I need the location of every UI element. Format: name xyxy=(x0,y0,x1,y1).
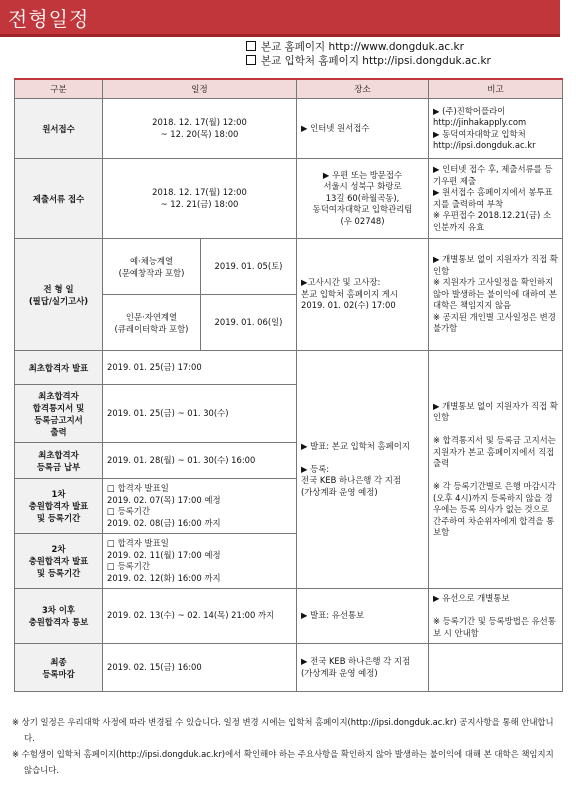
row-place: ▶ 발표: 본교 입학처 홈페이지 ▶ 등록: 전국 KEB 하나은행 각 지점 (가상계좌 운영 예정) xyxy=(297,351,429,589)
row-label: 최초합격자 발표 xyxy=(15,351,103,385)
row-note: ▶ 유선으로 개별통보 ※ 등록기간 및 등록방법은 유선통보 시 안내함 xyxy=(429,589,563,644)
row-note: ▶ 개별통보 없이 지원자가 직접 확인함 ※ 합격통지서 및 등록금 고지서는 지원자가 본교 홈페이지에서 직접 출력 ※ 각 등록기간별로 은행 마감시각(오후 4시)까지 등록하지 않을 경우에는 등록 의사가 없는 것으로 간주하여 차순위자에게 합격을 통보함 xyxy=(429,351,563,589)
header-note: 비고 xyxy=(429,79,563,99)
footnote: ※ 수험생이 입학처 홈페이지(http://ipsi.dongduk.ac.kr)에서 확인해야 하는 주요사항을 확인하지 않아 발생하는 불이익에 대해 본 대학은 책임지지 않습니다. xyxy=(12,749,554,775)
footnote: ※ 상기 일정은 우리대학 사정에 따라 변경될 수 있습니다. 일정 변경 시에는 입학처 홈페이지(http://ipsi.dongduk.ac.kr) 공지사항을 통해 안내합니다. xyxy=(12,717,554,743)
row-label: 2차 충원합격자 발표 및 등록기간 xyxy=(15,534,103,589)
row-date: 2019. 01. 28(월) ~ 01. 30(수) 16:00 xyxy=(103,443,297,479)
footnotes xyxy=(12,714,564,778)
row-date: 2018. 12. 17(월) 12:00 ~ 12. 21(금) 18:00 xyxy=(103,159,297,239)
table-header-row xyxy=(15,79,563,99)
row-place: ▶고사시간 및 고사장: 본교 입학처 홈페이지 게시 2019. 01. 02(수) 17:00 xyxy=(297,239,429,351)
table-row xyxy=(15,99,563,159)
header-schedule: 일정 xyxy=(103,79,297,99)
row-place: ▶ 우편 또는 방문접수 서울시 성북구 화랑로 13길 60(하월곡동), 동덕여자대학교 입학관리팀 (우 02748) xyxy=(297,159,429,239)
row-date: □ 합격자 발표일 2019. 02. 11(월) 17:00 예정 □ 등록기간 2019. 02. 12(화) 16:00 까지 xyxy=(103,534,297,589)
table-row xyxy=(15,159,563,239)
row-place: ▶ 발표: 유선통보 xyxy=(297,589,429,644)
row-note: ▶ 인터넷 접수 후, 제출서류를 등기우편 제출 ▶ 원서접수 홈페이지에서 봉투표지를 출력하여 부착 ※ 우편접수 2018.12.21(금) 소인분까지 유효 xyxy=(429,159,563,239)
table-row xyxy=(15,644,563,692)
row-date: 2019. 02. 15(금) 16:00 xyxy=(103,644,297,692)
table-row xyxy=(15,351,563,385)
row-date: 2019. 02. 13(수) ~ 02. 14(목) 21:00 까지 xyxy=(103,589,297,644)
row-place: ▶ 인터넷 원서접수 xyxy=(297,99,429,159)
sub-category: 예·체능계열 (문예창작과 포함) xyxy=(103,239,201,295)
sub-category: 인문·자연계열 (큐레이터학과 포함) xyxy=(103,295,201,351)
row-note: ▶ (주)진학어플라이 http://jinhakapply.com ▶ 동덕여자대학교 입학처 http://ipsi.dongduk.ac.kr xyxy=(429,99,563,159)
table-row xyxy=(15,589,563,644)
title-bar xyxy=(0,0,560,37)
row-label: 제출서류 접수 xyxy=(15,159,103,239)
admission-homepage-link[interactable]: 본교 입학처 홈페이지 http://ipsi.dongduk.ac.kr xyxy=(246,54,491,68)
homepage-link[interactable]: 본교 홈페이지 http://www.dongduk.ac.kr xyxy=(246,40,491,54)
page-title: 전형일정 xyxy=(8,7,90,31)
row-date: 2019. 01. 25(금) ~ 01. 30(수) xyxy=(103,385,297,443)
checkbox-icon xyxy=(246,41,256,51)
row-date: 2019. 01. 05(토) xyxy=(201,239,297,295)
row-place: ▶ 전국 KEB 하나은행 각 지점 (가상계좌 운영 예정) xyxy=(297,644,429,692)
row-label: 최초합격자 합격통지서 및 등록금고지서 출력 xyxy=(15,385,103,443)
checkbox-icon xyxy=(246,55,256,65)
header-place: 장소 xyxy=(297,79,429,99)
row-note xyxy=(429,644,563,692)
row-label: 최종 등록마감 xyxy=(15,644,103,692)
row-date: 2018. 12. 17(월) 12:00 ~ 12. 20(목) 18:00 xyxy=(103,99,297,159)
row-label: 원서접수 xyxy=(15,99,103,159)
row-label: 1차 충원합격자 발표 및 등록기간 xyxy=(15,479,103,534)
row-label: 전 형 일 (필답/실기고사) xyxy=(15,239,103,351)
schedule-table xyxy=(14,78,563,692)
row-date: □ 합격자 발표일 2019. 02. 07(목) 17:00 예정 □ 등록기간 2019. 02. 08(금) 16:00 까지 xyxy=(103,479,297,534)
row-date: 2019. 01. 06(일) xyxy=(201,295,297,351)
row-label: 3차 이후 충원합격자 통보 xyxy=(15,589,103,644)
row-note: ▶ 개별통보 없이 지원자가 직접 확인함 ※ 지원자가 고사일정을 확인하지 않아 발생하는 불이익에 대하여 본 대학은 책임지지 않음 ※ 공지된 개인별 고사일정은 변경 불가함 xyxy=(429,239,563,351)
header-category: 구분 xyxy=(15,79,103,99)
homepage-links xyxy=(246,40,491,68)
row-label: 최초합격자 등록금 납부 xyxy=(15,443,103,479)
row-date: 2019. 01. 25(금) 17:00 xyxy=(103,351,297,385)
table-row xyxy=(15,239,563,295)
